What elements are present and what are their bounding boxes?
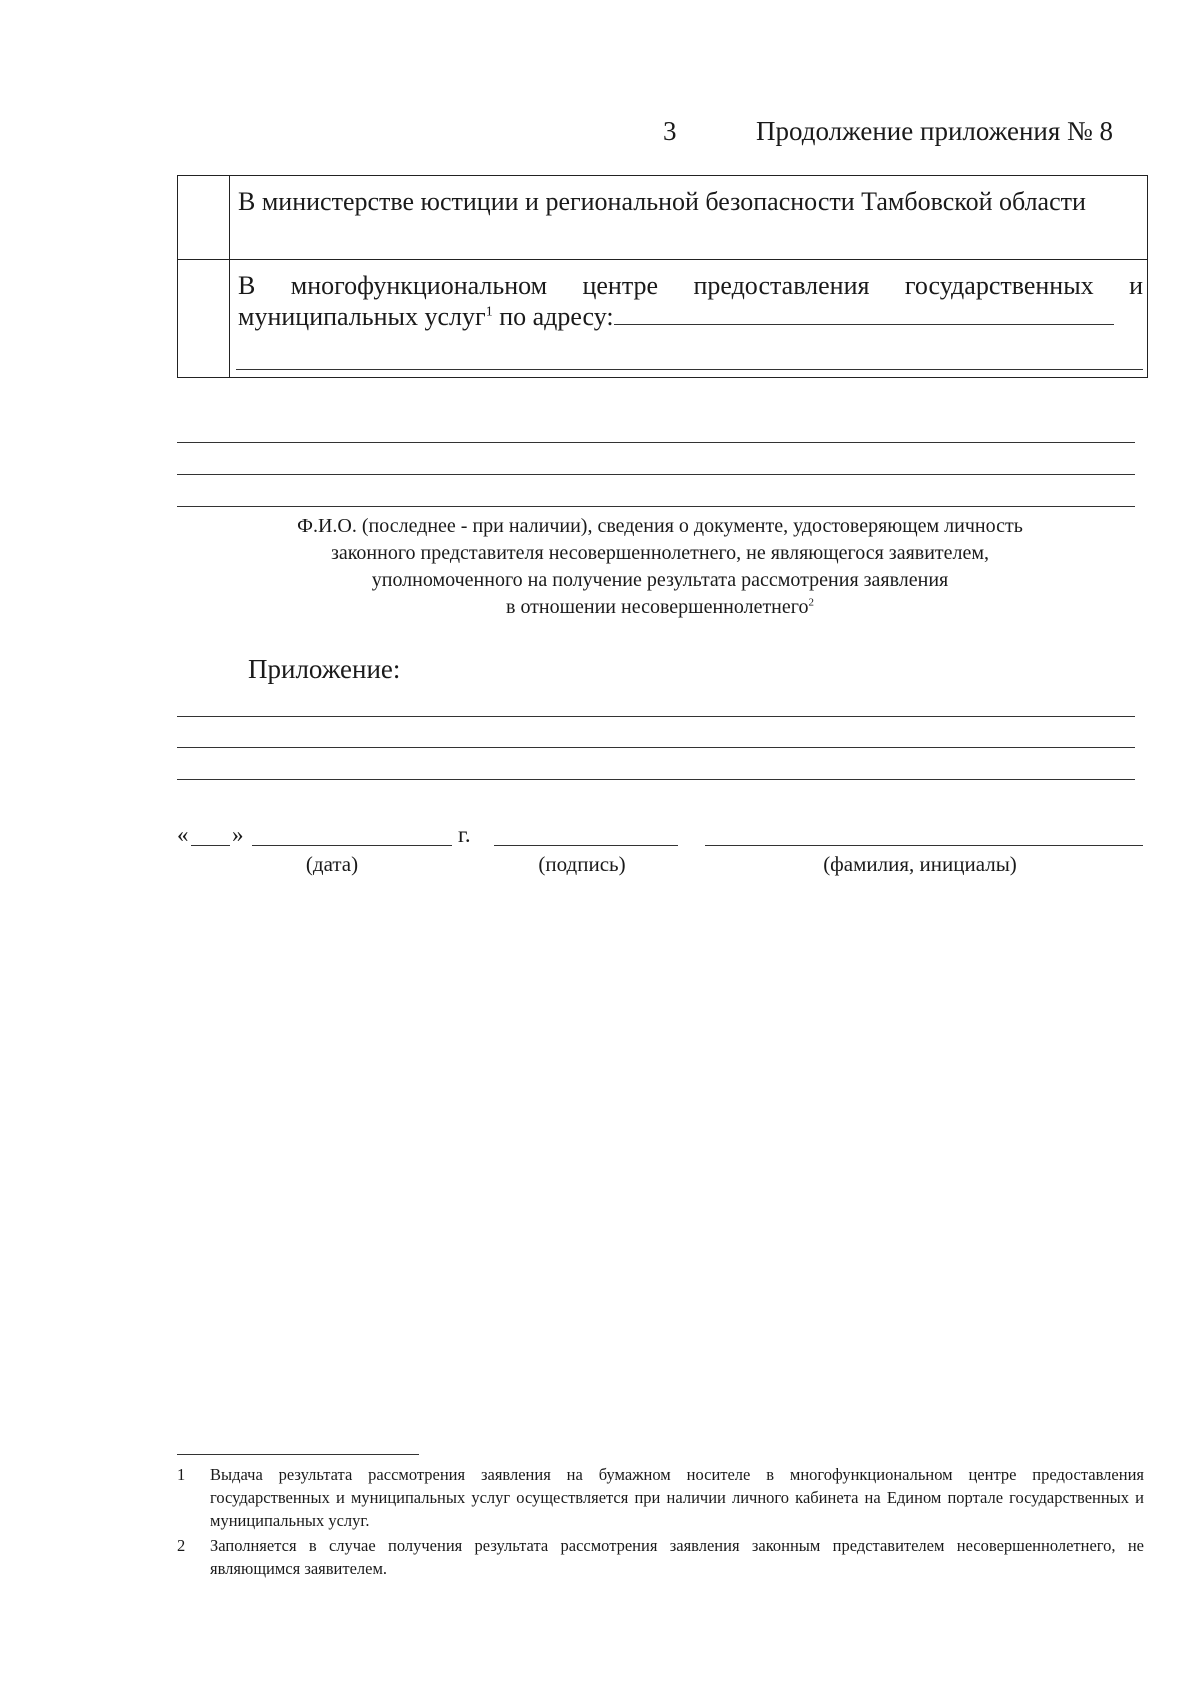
attachment-label: Приложение:	[248, 654, 401, 684]
year-suffix: г.	[458, 822, 471, 847]
option-label-mfc-services: муниципальных услуг	[238, 302, 486, 331]
option-row-ministry	[178, 176, 1147, 260]
option-label-mfc	[238, 270, 1143, 332]
caption-line-4	[200, 594, 1120, 621]
name-input-line[interactable]	[705, 845, 1143, 846]
page-number: 3	[663, 116, 677, 146]
option-label-mfc-line2	[238, 301, 1143, 332]
attachment-input-line-3[interactable]	[177, 779, 1135, 780]
delivery-options-table	[177, 175, 1148, 378]
caption-line-1: Ф.И.О. (последнее - при наличии), сведения о документе, удостоверяющем личность	[297, 515, 1023, 537]
representative-caption	[200, 513, 1120, 621]
footnote-text-2: Заполняется в случае получения результата рассмотрения заявления законным представителем несовершеннолетнего, не являющимся заявителем.	[210, 1536, 1144, 1578]
representative-input-line-2[interactable]	[177, 474, 1135, 475]
footnote-separator	[177, 1454, 419, 1455]
footnote-1	[177, 1463, 1144, 1532]
footnote-number-2: 2	[177, 1536, 186, 1555]
name-label: (фамилия, инициалы)	[823, 852, 1017, 876]
caption-line-4-text: в отношении несовершеннолетнего	[506, 596, 809, 618]
signature-input-line[interactable]	[494, 845, 678, 846]
footnote-ref-2: 2	[808, 596, 814, 609]
attachment-input-line-1[interactable]	[177, 716, 1135, 717]
representative-input-line-1[interactable]	[177, 442, 1135, 443]
footnote-number-1: 1	[177, 1465, 186, 1484]
option-row-mfc	[178, 260, 1147, 377]
caption-line-2: законного представителя несовершеннолетнего, не являющегося заявителем,	[330, 542, 990, 564]
option-label-mfc-address: по адресу:	[492, 302, 614, 331]
option-label-ministry: В министерстве юстиции и региональной безопасности Тамбовской области	[238, 187, 1086, 216]
attachment-input-line-2[interactable]	[177, 747, 1135, 748]
quote-open: «	[177, 822, 189, 847]
appendix-continuation-title: Продолжение приложения № 8	[756, 116, 1114, 146]
date-label: (дата)	[305, 852, 359, 876]
signature-label: (подпись)	[538, 852, 626, 876]
footnote-2	[177, 1534, 1144, 1580]
address-input-line[interactable]	[614, 324, 1114, 325]
footnote-ref-1: 1	[485, 304, 493, 320]
representative-input-line-3[interactable]	[177, 506, 1135, 507]
option-checkbox-ministry[interactable]	[178, 176, 230, 259]
day-input-line[interactable]	[191, 845, 230, 846]
option-checkbox-mfc[interactable]	[178, 260, 230, 377]
date-input-line[interactable]	[252, 845, 452, 846]
option-label-mfc-line1: В многофункциональном центре предоставления государственных и	[238, 271, 1143, 300]
quote-close: »	[232, 822, 244, 847]
caption-line-3: уполномоченного на получение результата рассмотрения заявления	[371, 569, 949, 591]
footnote-text-1: Выдача результата рассмотрения заявления на бумажном носителе в многофункциональном центре предоставления государственных и муниципальных услуг осуществляется при наличии личного кабинета на Едином портале государственных и муниципальных услуг.	[210, 1465, 1144, 1530]
address-input-line-2[interactable]	[236, 369, 1143, 370]
